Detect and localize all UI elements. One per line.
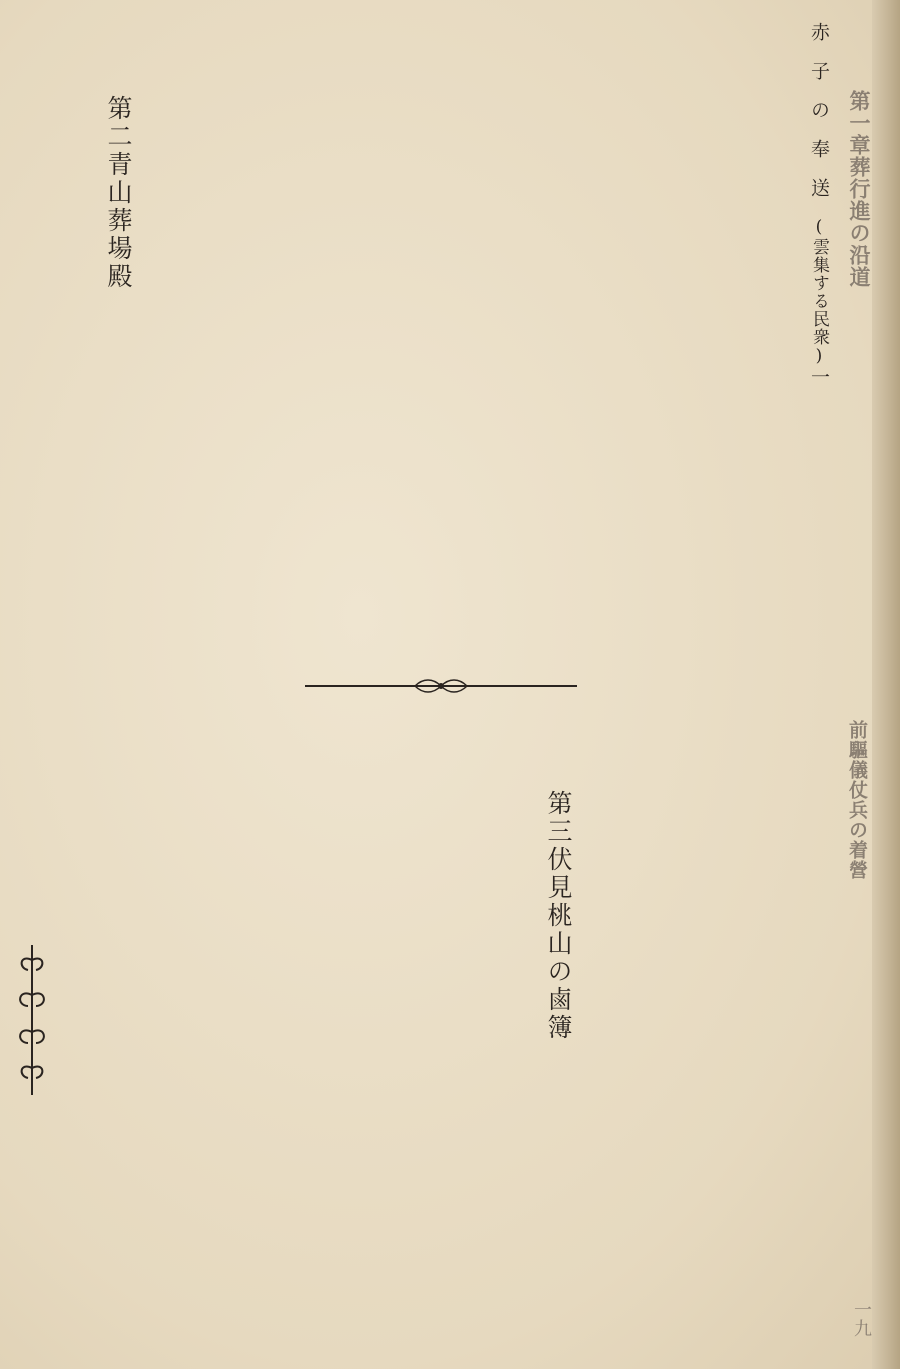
faded-page-number: 一九 [851,1300,872,1338]
top-entry [806,22,833,387]
floral-ornament [14,940,50,1100]
faded-chapter-heading: 第一章葬行進の沿道 [847,90,872,288]
page-number: 一 [808,367,830,387]
page-edge [872,0,900,1369]
entry-title: 赤子の奉送 [808,22,830,217]
section-heading-three: 第三伏見桃山の鹵簿 [544,790,573,1042]
section-heading-two: 第二青山葬場殿 [104,95,133,291]
faded-section-heading: 前驅儀仗兵の着營 [846,720,868,880]
ornamental-divider [305,678,577,694]
entry-subtitle: (雲集する民衆) [809,217,829,367]
